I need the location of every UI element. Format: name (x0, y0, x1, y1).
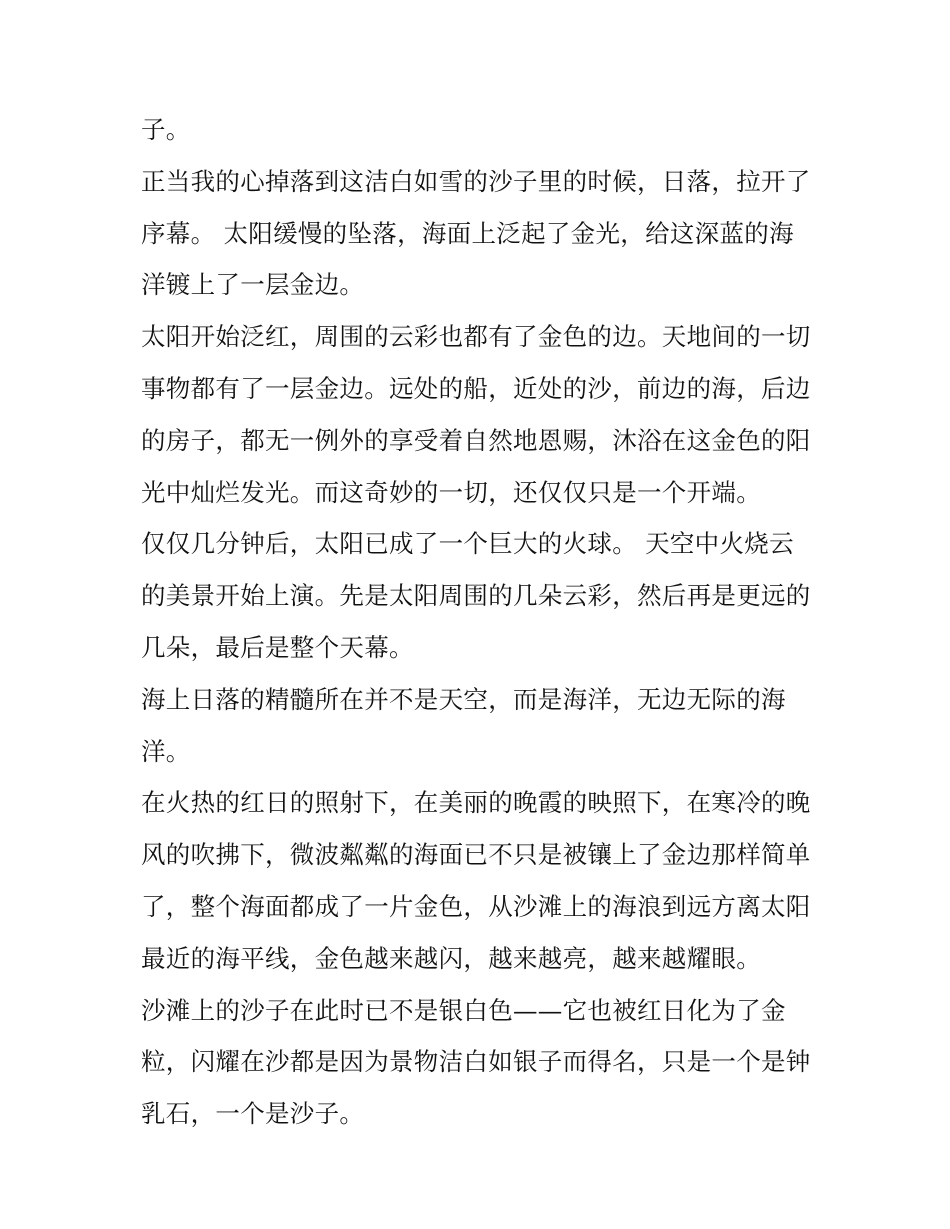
text-line: 粒，闪耀在沙都是因为景物洁白如银子而得名，只是一个是钟 (141, 1047, 811, 1077)
text-line: 在火热的红日的照射下，在美丽的晚霞的映照下，在寒冷的晚 (141, 788, 811, 818)
text-line: 乳石，一个是沙子。 (141, 1099, 365, 1129)
body-text (141, 104, 821, 1140)
text-line: 事物都有了一层金边。远处的船，近处的沙，前边的海，后边 (141, 373, 811, 403)
text-line: 几朵，最后是整个天幕。 (141, 632, 414, 662)
text-line: 风的吹拂下，微波粼粼的海面已不只是被镶上了金边那样简单 (141, 840, 811, 870)
text-line: 海上日落的精髓所在并不是天空，而是海洋，无边无际的海 (141, 684, 786, 714)
text-line: 仅仅几分钟后，太阳已成了一个巨大的火球。 天空中火烧云 (141, 529, 794, 559)
text-line: 正当我的心掉落到这洁白如雪的沙子里的时候，日落，拉开了 (141, 166, 811, 196)
text-line: 光中灿烂发光。而这奇妙的一切，还仅仅只是一个开端。 (141, 477, 761, 507)
text-line: 洋镀上了一层金边。 (141, 270, 365, 300)
text-line: 子。 (141, 115, 191, 144)
text-line: 了，整个海面都成了一片金色，从沙滩上的海浪到远方离太阳 (141, 891, 811, 921)
text-line: 洋。 (141, 736, 191, 766)
text-line: 最近的海平线，金色越来越闪，越来越亮，越来越耀眼。 (141, 943, 761, 973)
text-line: 太阳开始泛红，周围的云彩也都有了金色的边。天地间的一切 (141, 322, 811, 352)
text-line: 序幕。 太阳缓慢的坠落，海面上泛起了金光，给这深蓝的海 (141, 218, 794, 248)
text-line: 的美景开始上演。先是太阳周围的几朵云彩，然后再是更远的 (141, 581, 811, 611)
text-line: 沙滩上的沙子在此时已不是银白色——它也被红日化为了金 (141, 995, 786, 1025)
text-line: 的房子，都无一例外的享受着自然地恩赐，沐浴在这金色的阳 (141, 425, 811, 455)
